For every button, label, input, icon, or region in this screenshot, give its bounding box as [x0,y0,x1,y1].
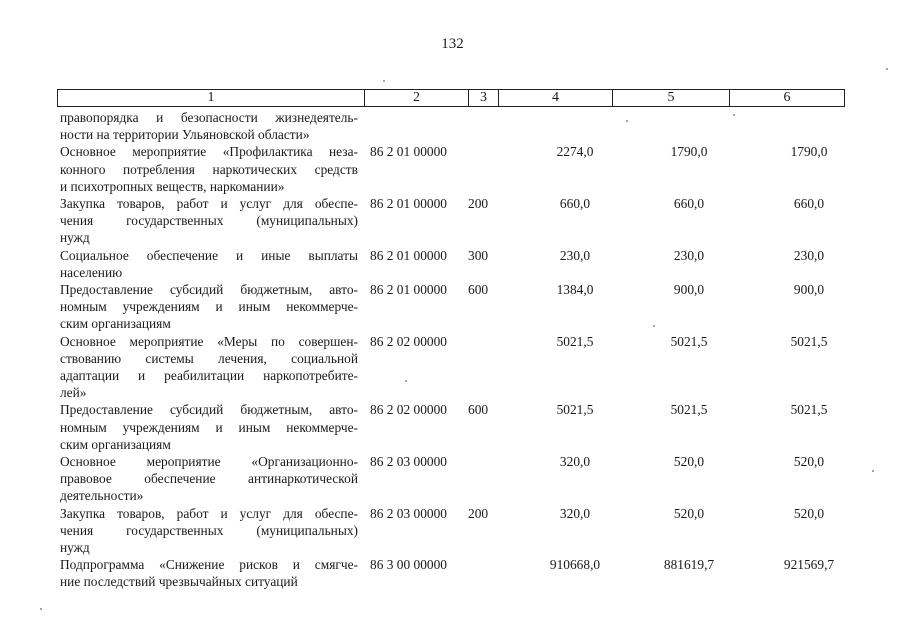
row-value-col5: 520,0 [673,505,705,521]
row-name-line: нужд [60,230,90,246]
row-name-line: номным учреждениям и иным некоммерче- [60,299,358,315]
row-name-line: деятельности» [60,488,144,504]
table-row [60,247,850,281]
table-row [60,195,850,247]
row-value-col4: 5021,5 [556,333,594,349]
table-body [60,109,850,591]
scan-speck [626,120,628,122]
row-name-line: конного потребления наркотических средств [60,161,358,177]
table-row [60,281,850,333]
row-value-col5: 520,0 [673,454,705,470]
row-name [60,505,358,557]
row-name [60,401,358,453]
row-code: 86 2 01 00000 [370,144,447,160]
row-value-col5: 5021,5 [670,333,708,349]
page-number: 132 [441,36,464,52]
row-name-line: ским организациям [60,316,171,332]
row-name [60,333,358,402]
table-row [60,401,850,453]
row-name [60,195,358,247]
row-name [60,453,358,505]
table-row [60,333,850,402]
header-cell-1: 1 [207,90,215,105]
header-cell-2: 2 [364,90,468,106]
row-name-line: ние последствий чрезвычайных ситуаций [60,574,298,590]
row-code: 86 2 01 00000 [370,282,447,298]
row-name-line: правопорядка и безопасности жизнедеятель- [60,110,358,125]
row-code: 86 2 02 00000 [370,333,447,349]
row-value-col6: 520,0 [793,505,825,521]
table-row [60,556,850,590]
scan-speck [886,68,888,70]
row-value-col6: 1790,0 [790,144,828,160]
row-code: 86 2 01 00000 [370,247,447,263]
row-value-col4: 2274,0 [556,144,594,160]
row-value-col4: 5021,5 [556,402,594,418]
row-name-line: ствованию системы лечения, социальной [60,350,358,366]
row-name-line: Предоставление субсидий бюджетным, авто- [60,402,358,418]
row-name [60,109,358,143]
table-row [60,453,850,505]
row-name-line: и психотропных веществ, наркомании» [60,178,285,194]
row-value-col6: 660,0 [793,196,825,212]
row-name-line: нужд [60,540,90,556]
row-value-col5: 230,0 [673,247,705,263]
row-name-line: номным учреждениям и иным некоммерче- [60,419,358,435]
row-value-col6: 5021,5 [790,402,828,418]
scan-speck [383,80,385,82]
table-row [60,109,850,143]
row-name-line: адаптации и реабилитации наркопотребите- [60,368,358,384]
row-code: 86 3 00 00000 [370,557,447,573]
row-value-col4: 910668,0 [549,557,601,573]
scan-speck [405,380,407,382]
row-name-line: чения государственных (муниципальных) [60,522,358,538]
row-value-col6: 5021,5 [790,333,828,349]
row-value-col4: 660,0 [559,196,591,212]
scan-speck [733,114,735,116]
header-cell-5: 5 [612,90,729,106]
row-value-col6: 921569,7 [783,557,835,573]
scan-speck [40,608,42,610]
row-value-col5: 1790,0 [670,144,708,160]
row-name-line: чения государственных (муниципальных) [60,213,358,229]
row-name [60,556,358,590]
row-name-line: населению [60,264,123,280]
row-code: 86 2 02 00000 [370,402,447,418]
row-name-line: Основное мероприятие «Профилактика неза- [60,144,358,160]
row-name-line: Подпрограмма «Снижение рисков и смягче- [60,557,358,573]
row-code: 86 2 03 00000 [370,505,447,521]
row-name-line: Социальное обеспечение и иные выплаты [60,247,358,263]
row-name [60,143,358,195]
row-name [60,281,358,333]
row-value-col4: 320,0 [559,505,591,521]
row-code: 86 2 01 00000 [370,196,447,212]
row-name-line: лей» [60,385,87,401]
header-cell-6: 6 [729,90,844,106]
table-row [60,505,850,557]
row-name-line: Закупка товаров, работ и услуг для обеспе- [60,505,358,521]
row-value-col5: 900,0 [673,282,705,298]
row-name-line: ским организациям [60,436,171,452]
row-expense-type: 200 [468,505,489,521]
row-code: 86 2 03 00000 [370,454,447,470]
row-value-col6: 900,0 [793,282,825,298]
row-name-line: Закупка товаров, работ и услуг для обеспе- [60,196,358,212]
row-name-line: Основное мероприятие «Организационно- [60,454,358,470]
row-value-col5: 660,0 [673,196,705,212]
row-name-line: Основное мероприятие «Меры по совершен- [60,333,358,349]
row-expense-type: 600 [468,282,489,298]
row-value-col6: 230,0 [793,247,825,263]
row-name [60,247,358,281]
row-value-col5: 881619,7 [663,557,715,573]
row-value-col5: 5021,5 [670,402,708,418]
row-value-col4: 1384,0 [556,282,594,298]
row-value-col4: 230,0 [559,247,591,263]
row-value-col4: 320,0 [559,454,591,470]
row-name-line: ности на территории Ульяновской области» [60,127,310,143]
table-header [57,89,845,107]
header-cell-4: 4 [498,90,612,106]
row-expense-type: 300 [468,247,489,263]
table-row [60,143,850,195]
row-name-line: Предоставление субсидий бюджетным, авто- [60,282,358,298]
row-name-line: правовое обеспечение антинаркотической [60,471,358,487]
row-value-col6: 520,0 [793,454,825,470]
row-expense-type: 200 [468,196,489,212]
scan-speck [653,325,655,327]
scan-speck [872,470,874,472]
row-expense-type: 600 [468,402,489,418]
header-cell-3: 3 [468,90,498,106]
